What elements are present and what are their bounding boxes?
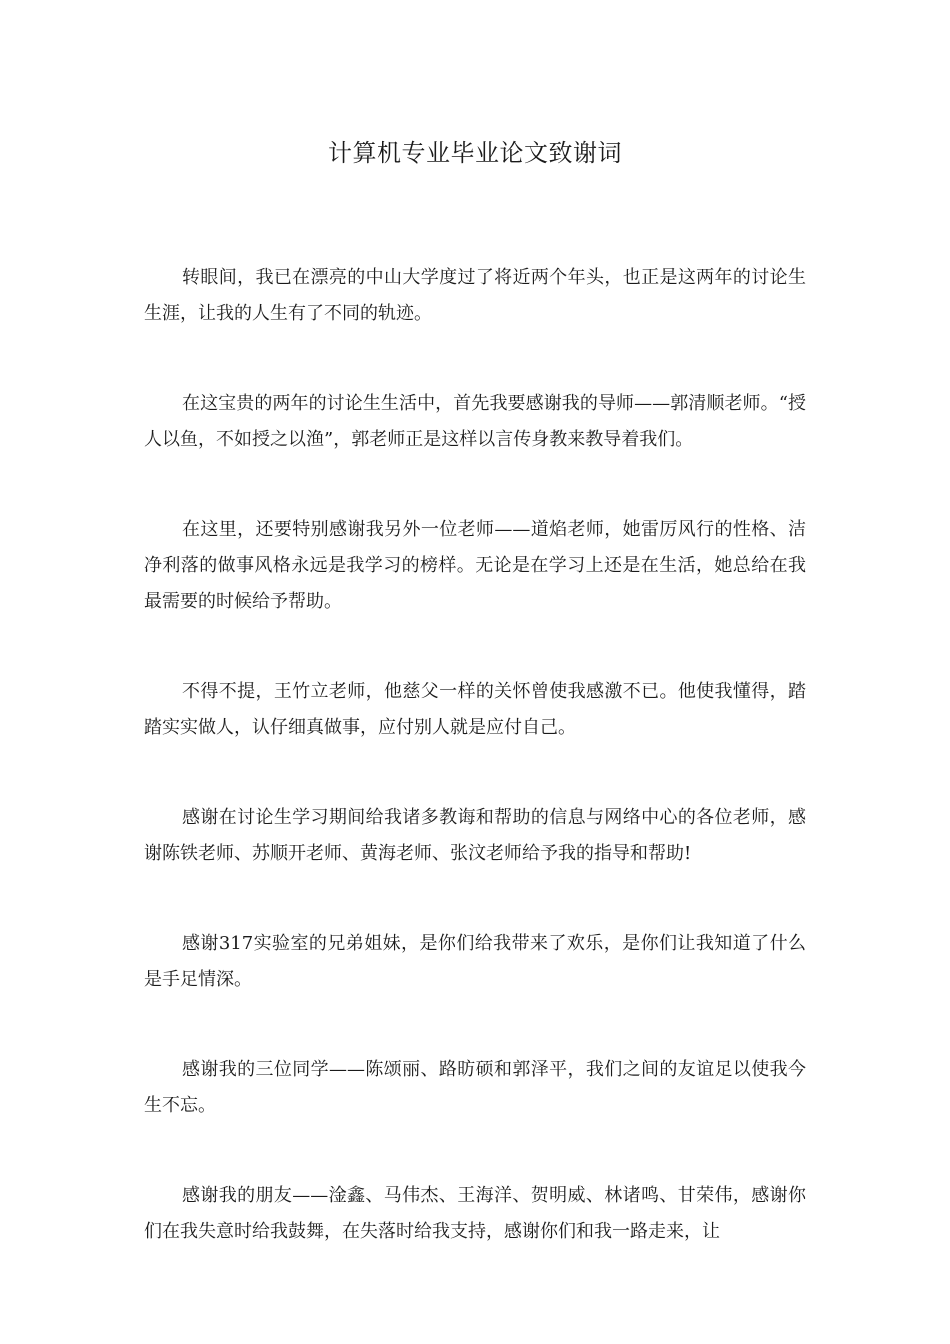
paragraph-6: 感谢317实验室的兄弟姐妹，是你们给我带来了欢乐，是你们让我知道了什么是手足情深。: [144, 933, 806, 990]
paragraph-3: 在这里，还要特别感谢我另外一位老师——道焰老师，她雷厉风行的性格、洁净利落的做事风格永远是我学习的榜样。无论是在学习上还是在生活，她总给在我最需要的时候给予帮助。: [144, 519, 806, 612]
paragraph-8: 感谢我的朋友——淦鑫、马伟杰、王海洋、贺明威、林诸鸣、甘荣伟，感谢你们在我失意时给我鼓舞，在失落时给我支持，感谢你们和我一路走来，让: [144, 1185, 806, 1242]
document-title: 计算机专业毕业论文致谢词: [328, 139, 622, 167]
paragraph-7: 感谢我的三位同学——陈颂丽、路昉硕和郭泽平，我们之间的友谊足以使我今生不忘。: [144, 1059, 806, 1116]
document-body: [144, 260, 806, 1304]
paragraph-5: 感谢在讨论生学习期间给我诸多教诲和帮助的信息与网络中心的各位老师，感谢陈铁老师、苏顺开老师、黄海老师、张汶老师给予我的指导和帮助!: [144, 807, 806, 864]
paragraph-2: 在这宝贵的两年的讨论生生活中，首先我要感谢我的导师——郭清顺老师。“授人以鱼，不如授之以渔”，郭老师正是这样以言传身教来教导着我们。: [144, 393, 806, 450]
paragraph-1: 转眼间，我已在漂亮的中山大学度过了将近两个年头，也正是这两年的讨论生生涯，让我的人生有了不同的轨迹。: [144, 267, 806, 324]
paragraph-4: 不得不提，王竹立老师，他慈父一样的关怀曾使我感激不已。他使我懂得，踏踏实实做人，认仔细真做事，应付别人就是应付自己。: [144, 681, 806, 738]
